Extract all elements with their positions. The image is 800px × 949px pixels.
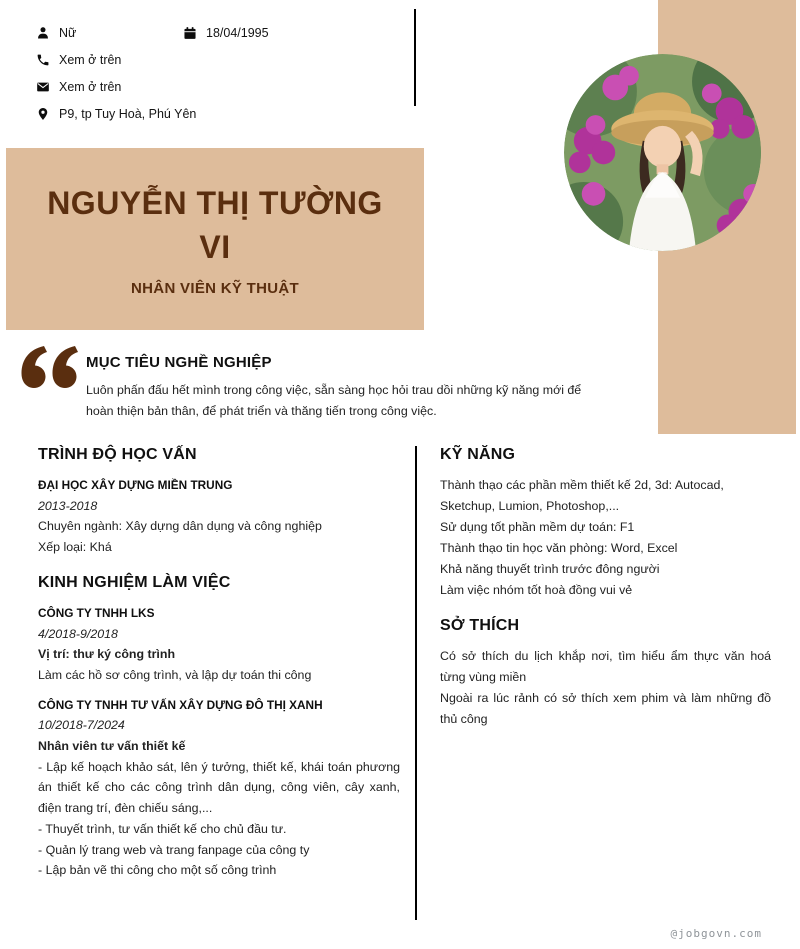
name-banner [6, 148, 424, 330]
skill-item: Làm việc nhóm tốt hoà đồng vui vẻ [440, 583, 633, 597]
skill-item: Khả năng thuyết trình trước đông người [440, 562, 660, 576]
hobby-item: Có sở thích du lịch khắp nơi, tìm hiểu ẩm thực văn hoá từng vùng miền [440, 649, 771, 684]
experience-entry-1 [38, 603, 400, 686]
experience-detail: - Lập bản vẽ thi công cho một số công trình [38, 863, 277, 878]
experience-role: Nhân viên tư vấn thiết kế [38, 739, 186, 754]
email-value: Xem ở trên [59, 80, 122, 94]
job-title: NHÂN VIÊN KỸ THUẬT [131, 280, 299, 298]
experience-period: 4/2018-9/2018 [38, 626, 118, 641]
location-pin-icon [36, 107, 50, 121]
education-entry [38, 475, 400, 558]
skill-item: Sử dụng tốt phần mềm dự toán: F1 [440, 520, 635, 534]
experience-heading: KINH NGHIỆM LÀM VIỆC [38, 573, 231, 591]
calendar-icon [183, 26, 197, 40]
dob-value: 18/04/1995 [206, 26, 269, 40]
contact-row-4 [36, 107, 269, 121]
education-period: 2013-2018 [38, 498, 98, 513]
education-detail: Chuyên ngành: Xây dựng dân dụng và công nghiệp [38, 519, 322, 534]
company-name: CÔNG TY TNHH LKS [38, 605, 155, 620]
objective-body [86, 338, 603, 422]
profile-photo [564, 54, 761, 251]
skill-item: Thành thạo tin học văn phòng: Word, Excel [440, 541, 678, 555]
envelope-icon [36, 80, 50, 94]
contact-row-3 [36, 80, 269, 94]
top-divider [414, 9, 416, 106]
contact-row-2 [36, 53, 269, 67]
user-icon [36, 26, 50, 40]
experience-detail: - Lập kế hoạch khảo sát, lên ý tưởng, thiết kế, khái toán phương án thiết kế cho các công trình dân dụng, công viên, cây xanh, điện trang trí, đèn chiếu sáng,... [38, 759, 400, 816]
email-field [36, 80, 121, 94]
phone-value: Xem ở trên [59, 53, 122, 67]
experience-period: 10/2018-7/2024 [38, 718, 125, 733]
quote-icon [18, 342, 80, 392]
full-name: NGUYỄN THỊ TƯỜNG VI [47, 184, 383, 265]
objective-section [18, 338, 628, 422]
hobbies-heading: SỞ THÍCH [440, 617, 520, 634]
objective-text: Luôn phấn đấu hết mình trong công việc, sẵn sàng học hỏi trau dồi những kỹ năng mới để hoàn thiện bản thân, để phát triển và thăng tiến trong công việc. [86, 383, 582, 418]
left-column [38, 446, 400, 920]
contact-info [36, 26, 269, 134]
skills-heading: KỸ NĂNG [440, 446, 516, 463]
company-name: CÔNG TY TNHH TƯ VẤN XÂY DỰNG ĐÔ THỊ XANH [38, 697, 323, 712]
education-detail: Xếp loại: Khá [38, 540, 112, 555]
objective-heading: MỤC TIÊU NGHỀ NGHIỆP [86, 354, 272, 371]
experience-detail: - Thuyết trình, tư vấn thiết kế cho chủ đầu tư. [38, 821, 287, 836]
contact-row-1 [36, 26, 269, 40]
right-column [440, 446, 771, 920]
gender-value: Nữ [59, 26, 77, 40]
education-heading: TRÌNH ĐỘ HỌC VẤN [38, 446, 197, 463]
experience-detail: Làm các hồ sơ công trình, và lập dự toán thi công [38, 667, 312, 682]
watermark: @jobgovn.com [670, 927, 762, 940]
profile-photo-illustration [564, 54, 761, 251]
main-columns [0, 446, 800, 920]
experience-entry-2 [38, 695, 400, 881]
experience-detail: - Quản lý trang web và trang fanpage của công ty [38, 842, 310, 857]
address-field [36, 107, 196, 121]
address-value: P9, tp Tuy Hoà, Phú Yên [59, 107, 197, 121]
gender-field [36, 26, 183, 40]
column-divider [415, 446, 417, 920]
phone-icon [36, 53, 50, 67]
skill-item: Thành thạo các phần mềm thiết kế 2d, 3d: Autocad, Sketchup, Lumion, Photoshop,... [440, 478, 724, 513]
experience-role: Vị trí: thư ký công trình [38, 647, 176, 662]
dob-field [183, 26, 269, 40]
school-name: ĐẠI HỌC XÂY DỰNG MIỀN TRUNG [38, 478, 233, 492]
phone-field [36, 53, 121, 67]
hobby-item: Ngoài ra lúc rảnh có sở thích xem phim và làm những đồ thủ công [440, 691, 771, 726]
